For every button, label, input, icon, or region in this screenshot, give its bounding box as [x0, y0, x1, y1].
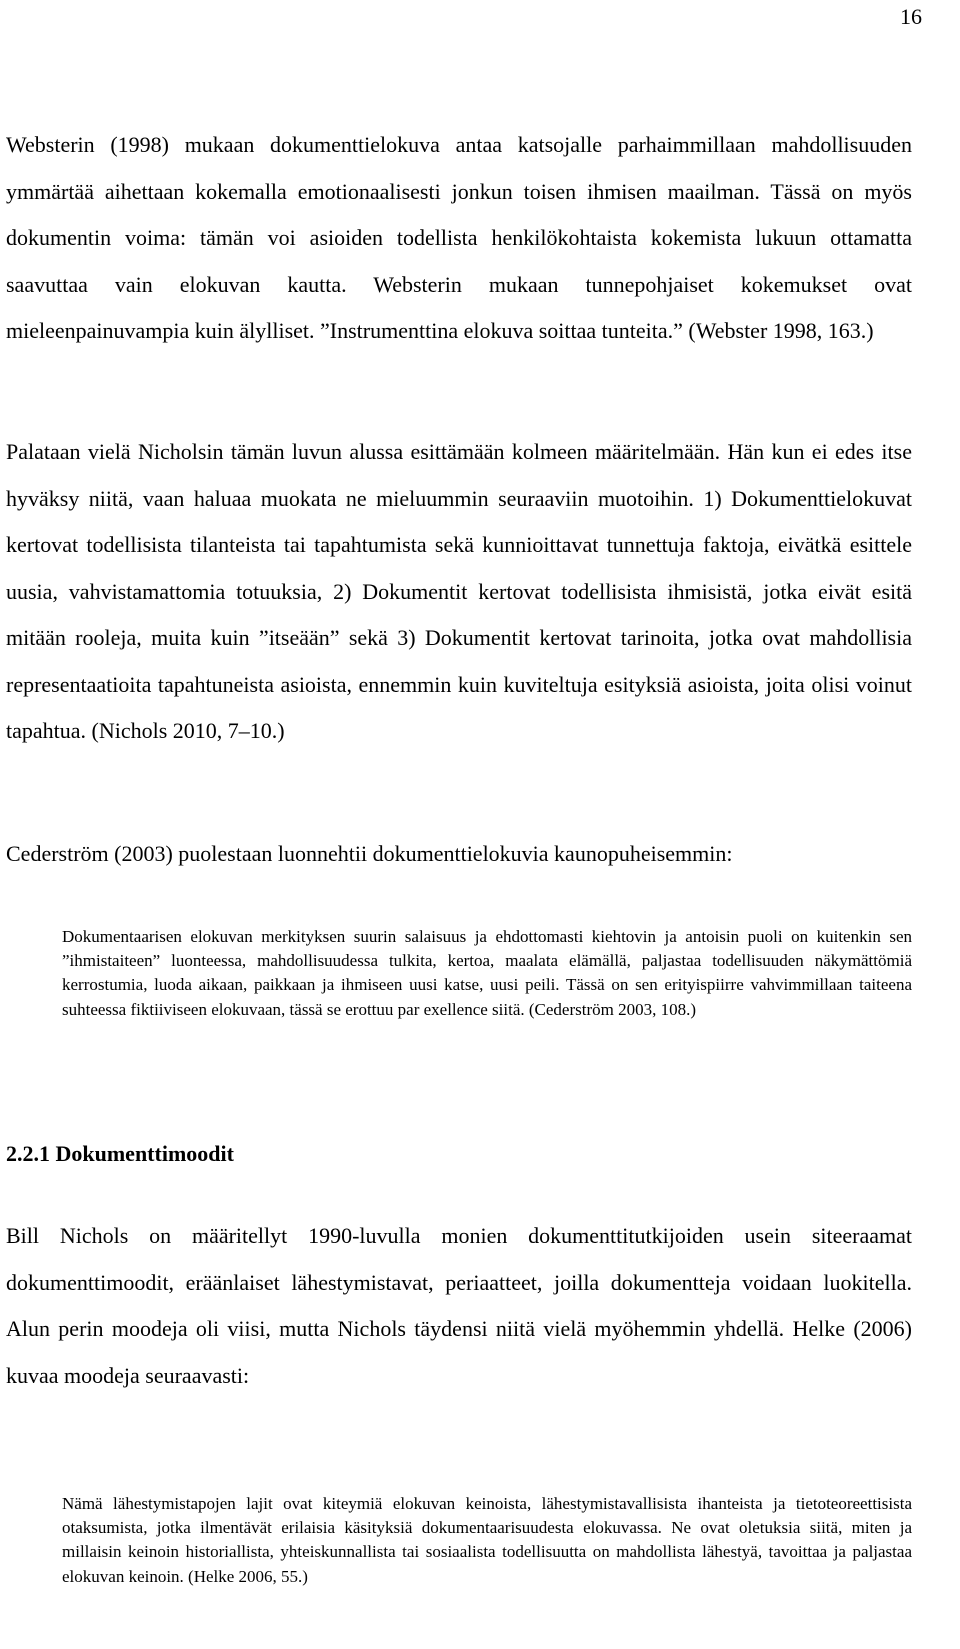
body-paragraph-cederstrom-intro: Cederström (2003) puolestaan luonnehtii dokumenttielokuvia kaunopuheisemmin: [6, 841, 733, 866]
block-quote-helke: Nämä lähestymistapojen lajit ovat kiteymiä elokuvan keinoista, lähestymistavallisista ihanteista ja tietoteoreettisista otaksumista, jotka ilmentävät erilaisia käsityksiä dokumentaarisuudesta elokuvassa. Ne ovat oletuksia siitä, miten ja millaisin keinoin historiallista, yhteiskunnallista tai sosiaalista todellisuutta on mahdollista lähestyä, tavoittaa ja paljastaa elokuvan keinoin. (Helke 2006, 55.) [62, 1494, 912, 1586]
body-paragraph-webster: Websterin (1998) mukaan dokumenttielokuva antaa katsojalle parhaimmillaan mahdollisuuden ymmärtää aihettaan kokemalla emotionaalisesti jonkun toisen ihmisen maailman. Tässä on myös dokumentin voima: tämän voi asioiden todellista henkilökohtaista kokemista lukuun ottamatta saavuttaa vain elokuvan kautta. Websterin mukaan tunnepohjaiset kokemukset ovat mieleenpainuvampia kuin älylliset. ”Instrumenttina elokuva soittaa tunteita.” (Webster 1998, 163.) [6, 132, 912, 343]
body-paragraph-nichols-definitions: Palataan vielä Nicholsin tämän luvun alussa esittämään kolmeen määritelmään. Hän kun ei edes itse hyväksy niitä, vaan haluaa muokata ne mieluummin seuraaviin muotoihin. 1) Dokumenttielokuvat kertovat todellisista tilanteista tai tapahtumista sekä kunnioittavat tunnettuja faktoja, eivätkä esittele uusia, vahvistamattomia totuuksia, 2) Dokumentit kertovat todellisista ihmisistä, jotka eivät esitä mitään rooleja, muita kuin ”itseään” sekä 3) Dokumentit kertovat tarinoita, jotka ovat mahdollisia representaatioita tapahtuneista asioista, ennemmin kuin kuviteltuja esityksiä asioista, joita olisi voinut tapahtua. (Nichols 2010, 7–10.) [6, 439, 912, 743]
page-number: 16 [900, 4, 922, 29]
section-heading: 2.2.1 Dokumenttimoodit [6, 1141, 234, 1166]
block-quote-cederstrom: Dokumentaarisen elokuvan merkityksen suurin salaisuus ja ehdottomasti kiehtovin ja antoisin puoli on kuitenkin sen ”ihmistaiteen” luonteessa, mahdollisuudessa tulkita, kertoa, maalata elämällä, paljastaa todellisuuden näkymättömiä kerrostumia, luoda aikaan, paikkaan ja ihmiseen uusi katse, uusi peili. Tässä on sen erityispiirre vahvimmillaan taiteena suhteessa fiktiiviseen elokuvaan, tässä se erottuu par exellence siitä. (Cederström 2003, 108.) [62, 927, 912, 1019]
body-paragraph-documentary-modes: Bill Nichols on määritellyt 1990-luvulla monien dokumenttitutkijoiden usein siteeraamat dokumenttimoodit, eräänlaiset lähestymistavat, periaatteet, joilla dokumentteja voidaan luokitella. Alun perin moodeja oli viisi, mutta Nichols täydensi niitä vielä myöhemmin yhdellä. Helke (2006) kuvaa moodeja seuraavasti: [6, 1223, 912, 1388]
